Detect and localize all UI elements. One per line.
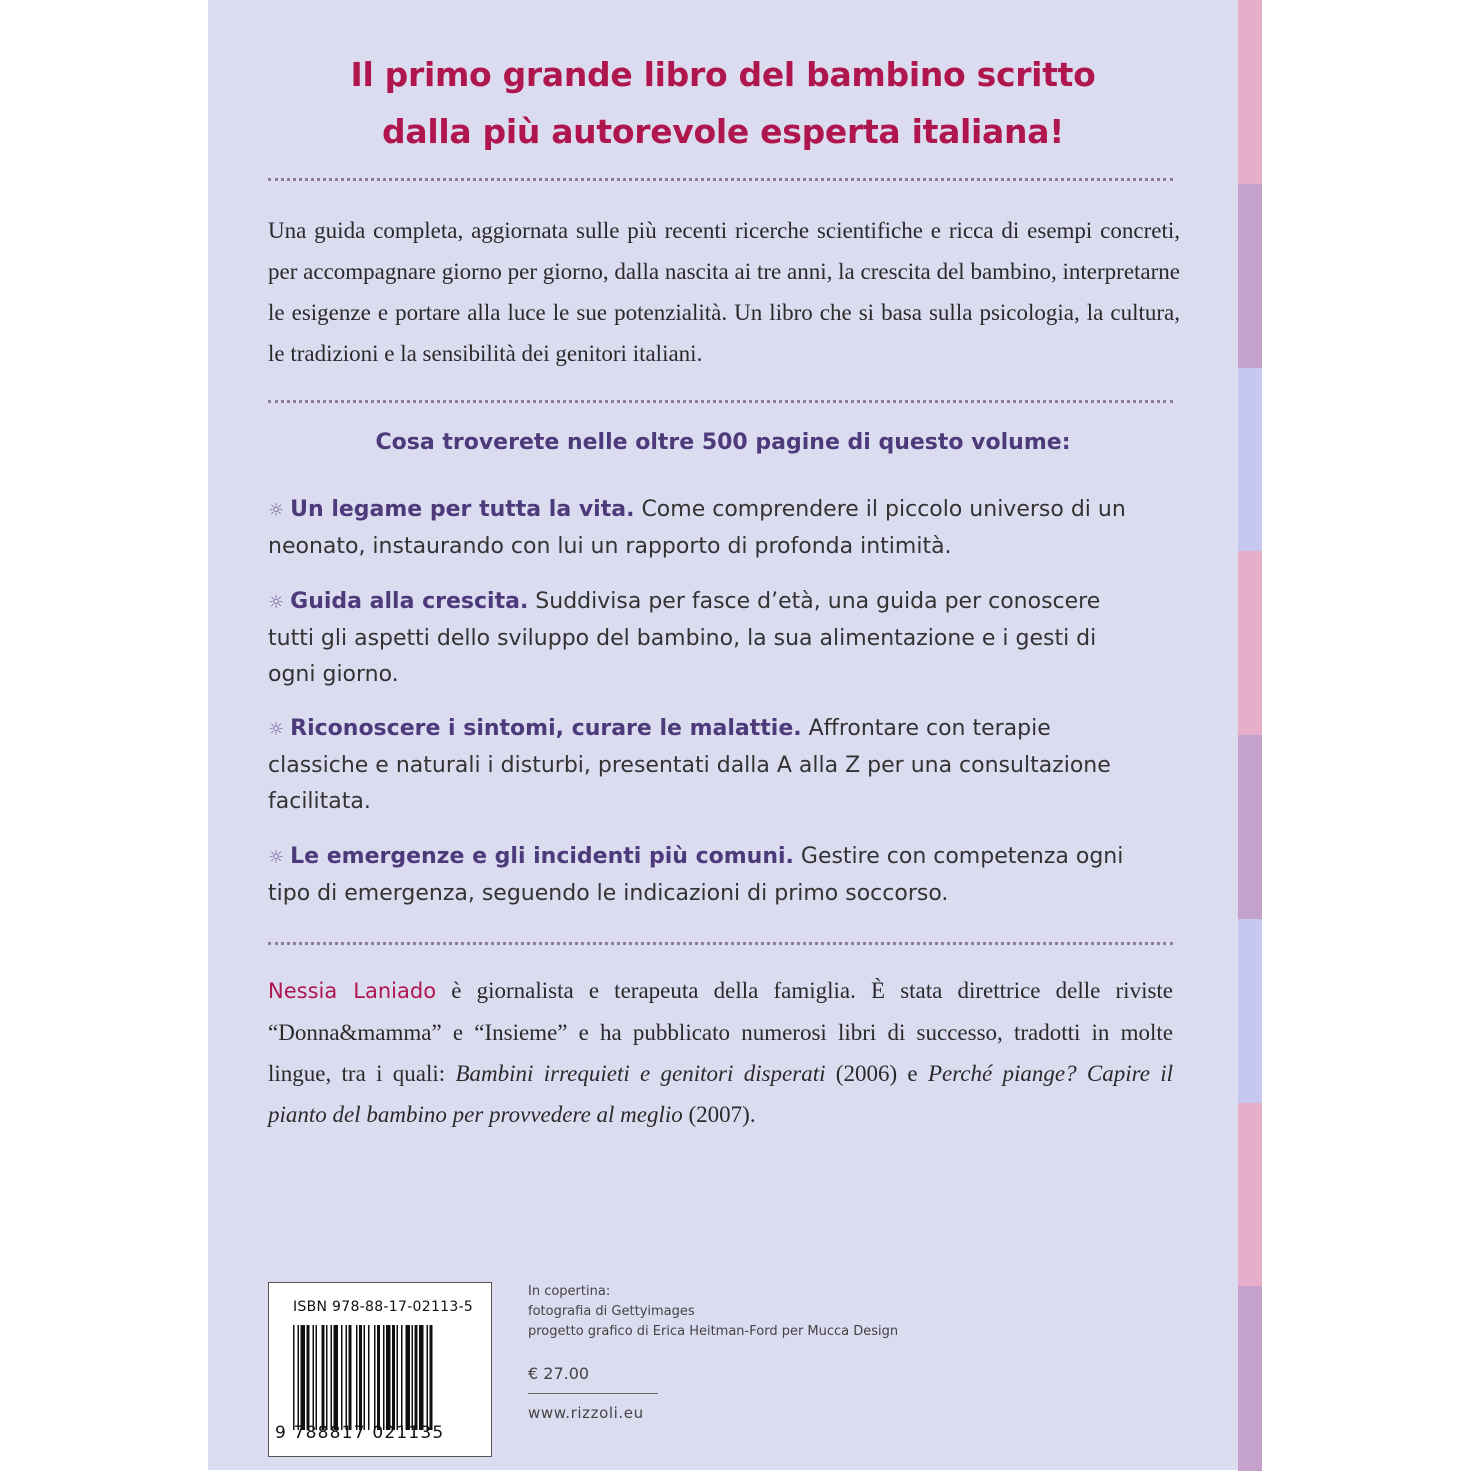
item-title: Un legame per tutta la vita.	[290, 497, 635, 522]
cover-credits	[528, 1282, 898, 1342]
stripe-band	[1238, 551, 1262, 736]
barcode-number: 9 788817 021135	[275, 1423, 445, 1443]
stripe-band	[1238, 919, 1262, 1104]
credits-line: In copertina:	[528, 1284, 611, 1299]
dotted-divider	[268, 942, 1173, 945]
credits-line: progetto grafico di Erica Heitman-Ford per Mucca Design	[528, 1324, 899, 1339]
item-text: Suddivisa per fasce d’età, una guida per conoscere tutti gli aspetti dello sviluppo del bambino, la sua alimentazione e i gesti di ogni giorno.	[268, 589, 1101, 687]
dotted-divider	[268, 178, 1173, 181]
credits-line: fotografia di Gettyimages	[528, 1304, 695, 1319]
publisher-website: www.rizzoli.eu	[528, 1404, 644, 1422]
stripe-band	[1238, 368, 1262, 553]
sun-icon: ☼	[268, 500, 285, 521]
stripe-band	[1238, 1286, 1262, 1471]
book-back-cover	[208, 0, 1238, 1470]
item-title: Guida alla crescita.	[290, 589, 529, 614]
isbn-label: ISBN 978-88-17-02113-5	[293, 1299, 474, 1315]
item-text: Gestire con competenza ogni tipo di emergenza, seguendo le indicazioni di primo soccorso.	[268, 844, 1124, 906]
barcode-box	[268, 1282, 492, 1457]
item-text: Affrontare con terapie classiche e naturali i disturbi, presentati dalla A alla Z per una consultazione facilitata.	[268, 716, 1111, 814]
stripe-band	[1238, 0, 1262, 185]
dotted-divider	[268, 400, 1173, 403]
divider	[528, 1393, 658, 1394]
book-title: Bambini irrequieti e genitori disperati	[455, 1061, 826, 1086]
intro-paragraph: Una guida completa, aggiornata sulle più recenti ricerche scientifiche e ricca di esempi concreti, per accompagnare giorno per giorno, dalla nascita ai tre anni, la crescita del bambino, interpretarne le esigenze e portare alla luce le sue potenzialità. Un libro che si basa sulla psicologia, la cultura, le tradizioni e la sensibilità dei genitori italiani.	[268, 218, 1180, 366]
stripe-band	[1238, 184, 1262, 369]
price: € 27.00	[528, 1364, 590, 1383]
stripe-band	[1238, 735, 1262, 920]
barcode-icon	[293, 1325, 476, 1430]
headline-line-1: Il primo grande libro del bambino scritto	[350, 55, 1096, 94]
list-item	[268, 584, 1148, 693]
author-name: Nessia Laniado	[268, 979, 437, 1003]
author-bio	[268, 970, 1173, 1135]
spine-color-stripe	[1238, 0, 1262, 1470]
sun-icon: ☼	[268, 592, 285, 613]
list-item	[268, 839, 1148, 912]
item-text: Come comprendere il piccolo universo di un neonato, instaurando con lui un rapporto di profonda intimità.	[268, 497, 1126, 559]
sun-icon: ☼	[268, 719, 285, 740]
list-heading: Cosa troverete nelle oltre 500 pagine di questo volume:	[375, 430, 1071, 455]
list-item	[268, 492, 1148, 565]
stripe-band	[1238, 1103, 1262, 1288]
bio-text: è giornalista e terapeuta della famiglia. È stata direttrice delle riviste “Donna&mamma” e “Insieme” e ha pubblicato numerosi libri di successo, tradotti in molte lingue, tra i quali:	[268, 978, 1174, 1086]
headline-line-2: dalla più autorevole esperta italiana!	[382, 112, 1064, 151]
book-year: (2006) e	[835, 1061, 918, 1086]
item-title: Riconoscere i sintomi, curare le malattie.	[290, 716, 802, 741]
item-title: Le emergenze e gli incidenti più comuni.	[290, 844, 794, 869]
book-year: (2007).	[688, 1102, 756, 1127]
list-item	[268, 711, 1148, 820]
sun-icon: ☼	[268, 847, 285, 868]
book-title: Perché piange? Capire il pianto del bambino per provvedere al meglio	[268, 1061, 1174, 1127]
